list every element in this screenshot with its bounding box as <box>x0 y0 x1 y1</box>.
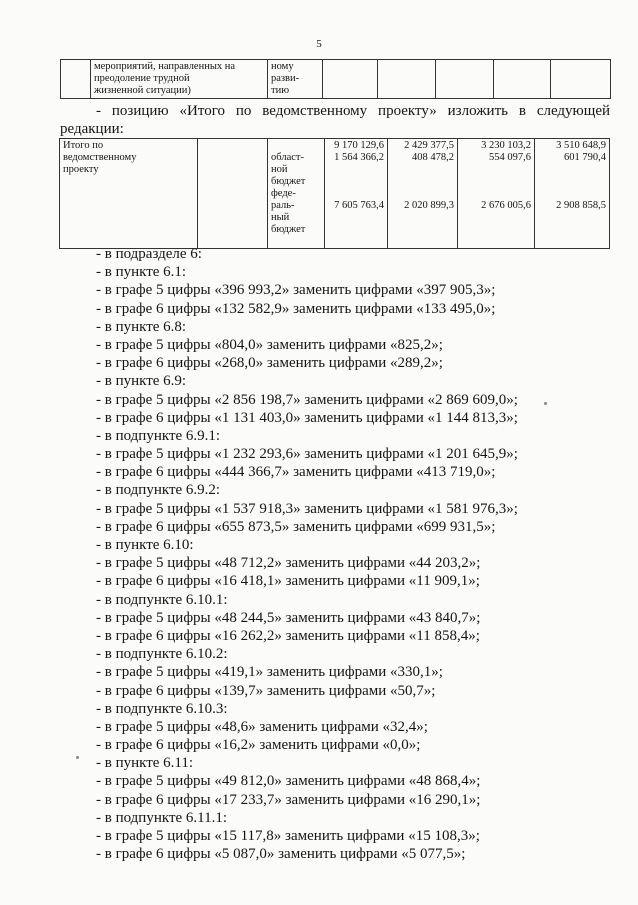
instruction-text: - позицию «Итого по ведомственному проекту» изложить в следующей <box>96 103 610 119</box>
cell-empty <box>436 60 494 99</box>
amendment-line: - в графе 6 цифры «1 131 403,0» заменить цифрами «1 144 813,3»; <box>96 409 518 426</box>
cell-empty <box>61 60 91 99</box>
page-number: 5 <box>316 38 322 50</box>
amendment-line: - в графе 5 цифры «1 537 918,3» заменить цифрами «1 581 976,3»; <box>96 500 518 517</box>
amendment-line: - в подразделе 6: <box>96 246 202 262</box>
amendment-line: - в пункте 6.10: <box>96 537 194 553</box>
total-value-col-3: 3 230 103,2 554 097,6 2 676 005,6 <box>458 139 535 249</box>
amendment-line: - в графе 6 цифры «5 087,0» заменить цифрами «5 077,5»; <box>96 846 466 863</box>
amendment-line: - в графе 6 цифры «444 366,7» заменить цифрами «413 719,0»; <box>96 464 496 481</box>
amendment-line: - в графе 5 цифры «49 812,0» заменить цифрами «48 868,4»; <box>96 773 481 790</box>
cell-empty <box>378 60 436 99</box>
amendment-line: - в графе 6 цифры «268,0» заменить цифрами «289,2»; <box>96 355 443 372</box>
amendment-line: - в графе 6 цифры «16 418,1» заменить цифрами «11 909,1»; <box>96 573 480 590</box>
amendment-line: - в подпункте 6.9.2: <box>96 482 221 499</box>
amendment-line: - в графе 5 цифры «2 856 198,7» заменить цифрами «2 869 609,0»; <box>96 391 518 408</box>
total-value-col-4: 3 510 648,9 601 790,4 2 908 858,5 <box>535 139 610 249</box>
amendment-line: - в пункте 6.8: <box>96 318 187 335</box>
cell-empty <box>198 139 268 249</box>
amendment-line: - в графе 5 цифры «15 117,8» заменить цифрами «15 108,3»; <box>96 828 480 844</box>
amendment-line: - в подпункте 6.10.3: <box>96 700 228 717</box>
cell-empty <box>551 60 611 99</box>
amendment-line: - в графе 5 цифры «804,0» заменить цифрами «825,2»; <box>96 336 443 353</box>
cell-empty <box>323 60 378 99</box>
amendment-line: - в графе 6 цифры «132 582,9» заменить цифрами «133 495,0»; <box>96 300 496 317</box>
amendment-line: - в пункте 6.11: <box>96 755 194 772</box>
scan-speck <box>76 756 79 759</box>
amendment-line: - в графе 5 цифры «48 712,2» заменить цифрами «44 203,2»; <box>96 555 481 572</box>
cell-empty <box>494 60 551 99</box>
continued-table <box>60 59 611 99</box>
amendment-line: - в графе 5 цифры «48,6» заменить цифрами «32,4»; <box>96 718 428 735</box>
amendment-line: - в подпункте 6.10.2: <box>96 646 228 663</box>
amendment-line: - в графе 5 цифры «1 232 293,6» заменить цифрами «1 201 645,9»; <box>96 446 518 463</box>
amendment-line: - в пункте 6.9: <box>96 373 187 390</box>
amendment-line: - в подпункте 6.10.1: <box>96 591 228 608</box>
amendment-line: - в графе 6 цифры «16,2» заменить цифрами «0,0»; <box>96 737 421 754</box>
amendment-line: - в графе 5 цифры «396 993,2» заменить цифрами «397 905,3»; <box>96 282 496 299</box>
total-label-cell: Итого по ведомственному проекту <box>60 139 198 249</box>
cell-measure-text: мероприятий, направленных на преодоление трудной жизненной ситуации) <box>91 60 268 99</box>
amendment-list <box>96 245 518 863</box>
amendment-line: - в подпункте 6.11.1: <box>96 809 228 826</box>
scan-speck <box>544 402 547 405</box>
cell-project-text: ному разви- тию <box>268 60 323 99</box>
amendment-line: - в графе 5 цифры «419,1» заменить цифрами «330,1»; <box>96 664 443 681</box>
amendment-line: - в подпункте 6.9.1: <box>96 427 221 444</box>
amendment-line: - в графе 6 цифры «16 262,2» заменить цифрами «11 858,4»; <box>96 627 480 644</box>
amendment-line: - в графе 6 цифры «17 233,7» заменить цифрами «16 290,1»; <box>96 791 481 808</box>
instruction-text-cont: редакции: <box>60 121 124 137</box>
amendment-line: - в пункте 6.1: <box>96 264 187 281</box>
total-value-col-1: 9 170 129,6 1 564 366,2 7 605 763,4 <box>325 139 388 249</box>
amendment-line: - в графе 5 цифры «48 244,5» заменить цифрами «43 840,7»; <box>96 609 481 626</box>
amendment-line: - в графе 6 цифры «655 873,5» заменить цифрами «699 931,5»; <box>96 518 496 535</box>
total-value-col-2: 2 429 377,5 408 478,2 2 020 899,3 <box>388 139 458 249</box>
funding-source-cell: област- ной бюджет феде- раль- ный бюджет <box>268 139 325 249</box>
total-table <box>59 138 610 249</box>
amendment-line: - в графе 6 цифры «139,7» заменить цифрами «50,7»; <box>96 682 436 699</box>
